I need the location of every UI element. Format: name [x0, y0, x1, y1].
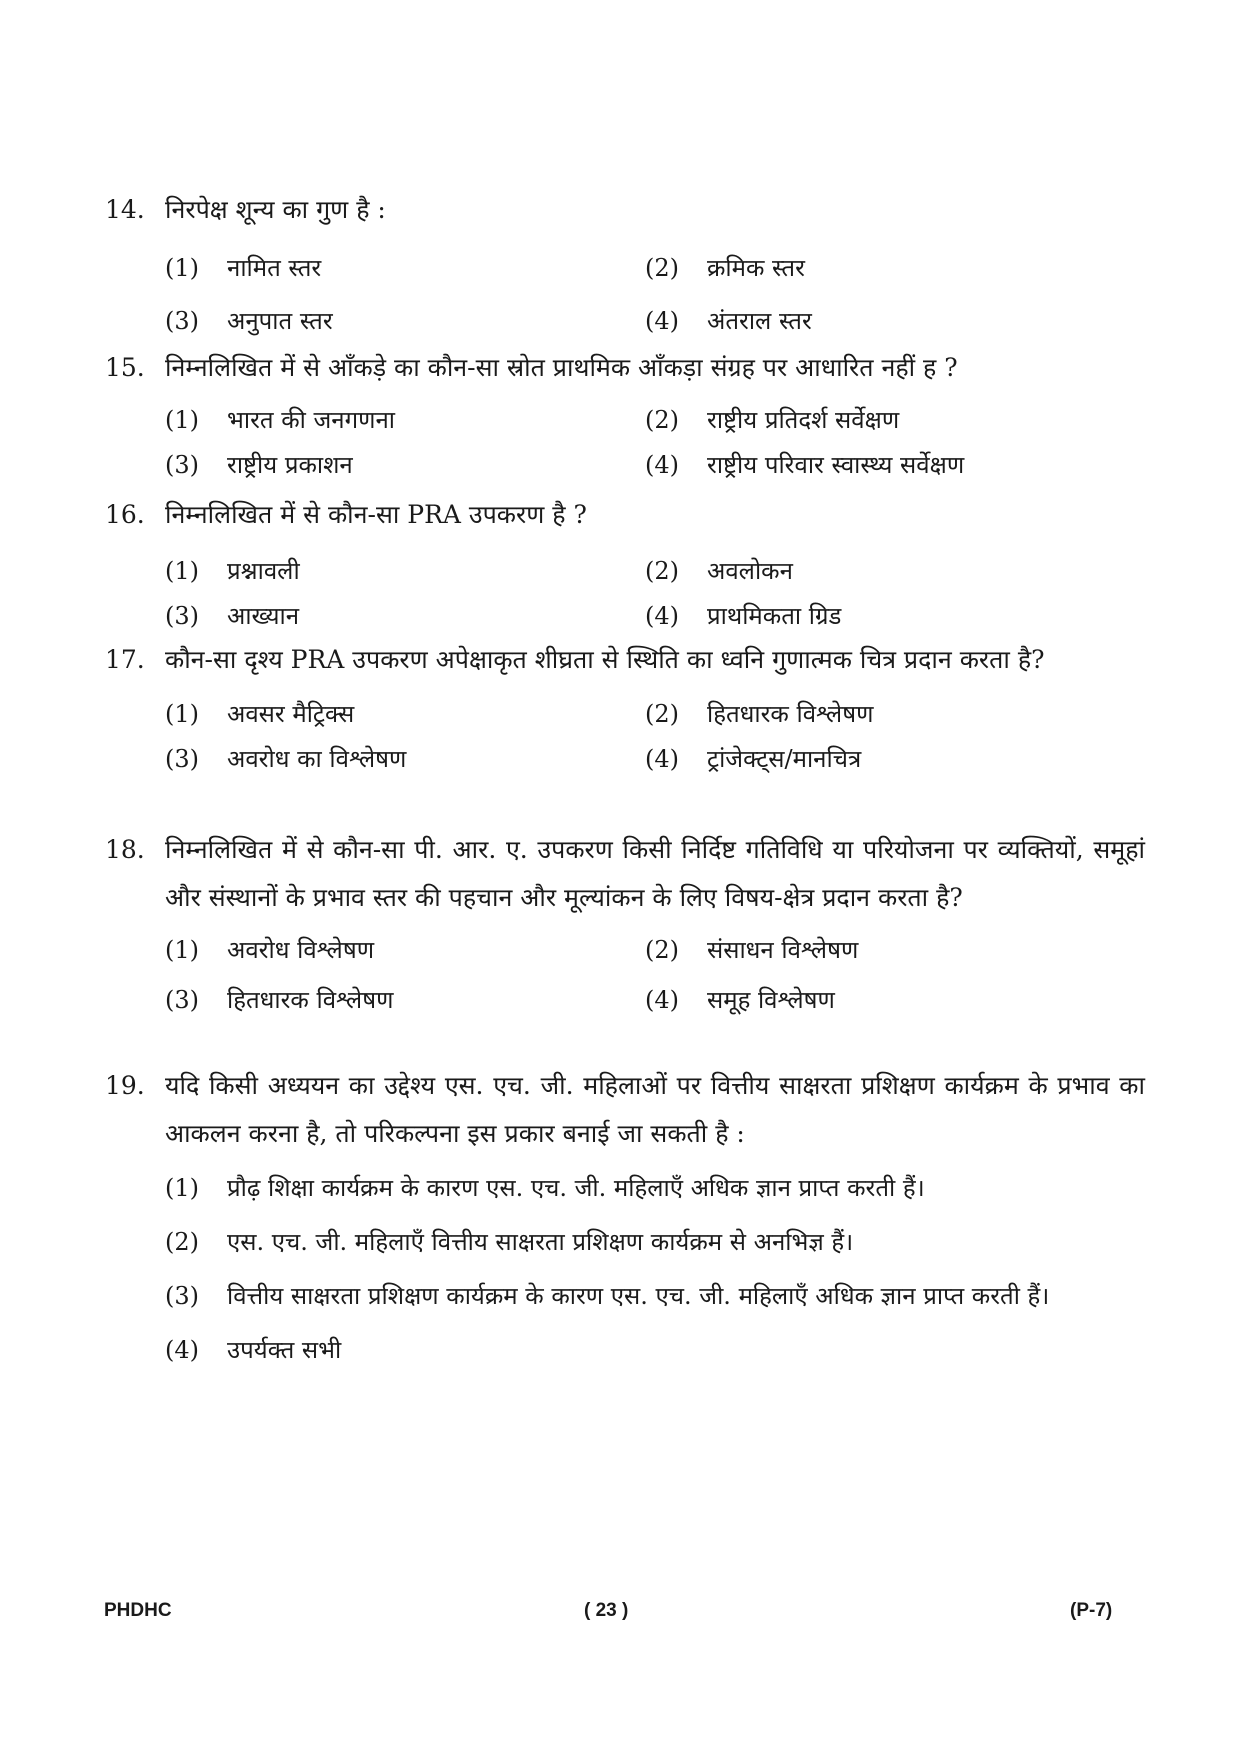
option-4: (4) प्राथमिकता ग्रिड [645, 602, 842, 630]
question-number: 18. [105, 835, 145, 864]
option-1: (1) अवरोध विश्लेषण [165, 936, 375, 964]
question-number: 15. [105, 353, 145, 382]
question-text: निम्नलिखित में से कौन-सा PRA उपकरण है ? [165, 500, 587, 529]
question-number: 19. [105, 1071, 145, 1100]
question-15 [105, 344, 1145, 498]
footer-paper-code: (P-7) [1070, 1600, 1113, 1621]
question-14 [105, 186, 1145, 354]
question-number: 14. [105, 195, 145, 224]
option-3: (3) अवरोध का विश्लेषण [165, 745, 407, 773]
option-4: (4) राष्ट्रीय परिवार स्वास्थ्य सर्वेक्षण [645, 451, 965, 479]
option-2: (2) हितधारक विश्लेषण [645, 700, 874, 728]
option-4: (4) उपर्यक्त सभी [165, 1336, 342, 1364]
option-1: (1) प्रौढ़ शिक्षा कार्यक्रम के कारण एस. एच. जी. महिलाएँ अधिक ज्ञान प्राप्त करती हैं। [165, 1174, 925, 1202]
option-4: (4) समूह विश्लेषण [645, 986, 835, 1014]
option-2: (2) क्रमिक स्तर [645, 254, 805, 282]
option-1: (1) नामित स्तर [165, 254, 322, 282]
question-16 [105, 491, 1145, 649]
option-3: (3) आख्यान [165, 602, 300, 630]
option-2: (2) एस. एच. जी. महिलाएँ वित्तीय साक्षरता प्रशिक्षण कार्यक्रम से अनभिज्ञ हैं। [165, 1228, 854, 1256]
option-1: (1) अवसर मैट्रिक्स [165, 700, 355, 728]
option-3: (3) वित्तीय साक्षरता प्रशिक्षण कार्यक्रम के कारण एस. एच. जी. महिलाएँ अधिक ज्ञान प्राप्त करती हैं। [165, 1282, 1050, 1310]
option-2: (2) संसाधन विश्लेषण [645, 936, 859, 964]
question-number: 16. [105, 500, 145, 529]
footer-code: PHDHC [104, 1600, 172, 1621]
question-text: निरपेक्ष शून्य का गुण है : [165, 195, 386, 224]
question-text: यदि किसी अध्ययन का उद्देश्य एस. एच. जी. महिलाओं पर वित्तीय साक्षरता प्रशिक्षण कार्यक्रम के प्रभाव का आकलन करना है, तो परिकल्पना इस प्रकार बनाई जा सकती है : [165, 1071, 1145, 1148]
question-17 [105, 636, 1145, 792]
option-2: (2) अवलोकन [645, 557, 793, 585]
question-18 [105, 826, 1145, 1033]
option-2: (2) राष्ट्रीय प्रतिदर्श सर्वेक्षण [645, 406, 900, 434]
question-text: कौन-सा दृश्य PRA उपकरण अपेक्षाकृत शीघ्रता से स्थिति का ध्वनि गुणात्मक चित्र प्रदान करता है? [165, 645, 1045, 674]
option-3: (3) अनुपात स्तर [165, 307, 333, 335]
option-3: (3) हितधारक विश्लेषण [165, 986, 394, 1014]
option-4: (4) अंतराल स्तर [645, 307, 812, 335]
option-4: (4) ट्रांजेक्ट्स/मानचित्र [645, 745, 862, 773]
option-1: (1) प्रश्नावली [165, 557, 300, 585]
question-text: निम्नलिखित में से आँकड़े का कौन-सा स्रोत प्राथमिक आँकड़ा संग्रह पर आधारित नहीं ह ? [165, 353, 958, 382]
option-3: (3) राष्ट्रीय प्रकाशन [165, 451, 353, 479]
page-number: ( 23 ) [584, 1600, 629, 1621]
question-number: 17. [105, 645, 145, 674]
option-1: (1) भारत की जनगणना [165, 406, 396, 434]
question-text: निम्नलिखित में से कौन-सा पी. आर. ए. उपकरण किसी निर्दिष्ट गतिविधि या परियोजना पर व्यक्तियों, समूहां और संस्थानों के प्रभाव स्तर की पहचान और मूल्यांकन के लिए विषय-क्षेत्र प्रदान करता है? [165, 835, 1145, 912]
question-19 [105, 1062, 1145, 1374]
